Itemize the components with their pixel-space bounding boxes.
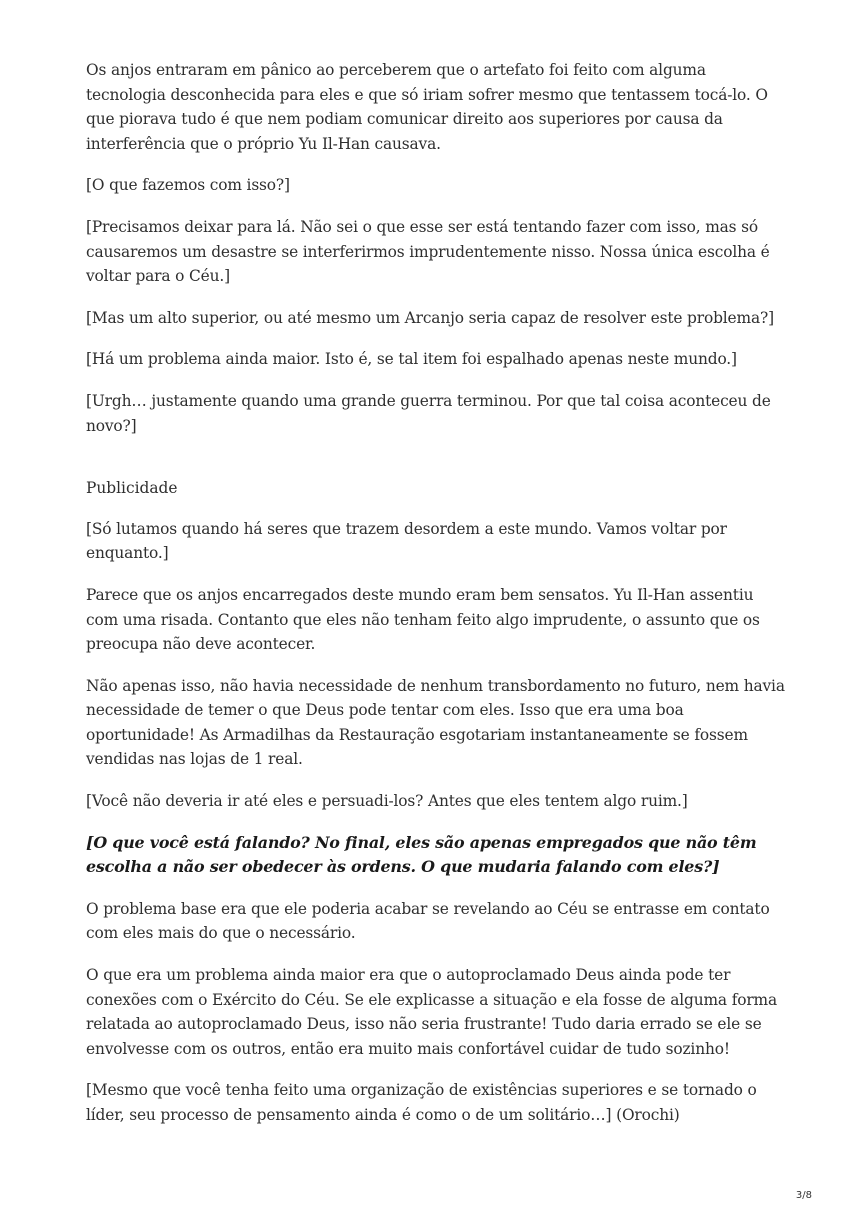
paragraph-angels-panic: Os anjos entraram em pânico ao perceberem que o artefato foi feito com alguma tecnologia desconhecida para eles e que só iriam sofrer mesmo que tentassem tocá-lo. O que piorava tudo é que nem podiam comunicar direito aos superiores por causa da interferência que o próprio Yu Il-Han causava. xyxy=(86,61,768,153)
document-page xyxy=(86,58,786,1145)
paragraph-bigger-problem: O que era um problema ainda maior era que o autoproclamado Deus ainda pode ter conexões com o Exército do Céu. Se ele explicasse a situação e ela fosse de alguma forma relatada ao autoproclamado Deus, isso não seria frustrante! Tudo daria errado se ele se envolvesse com os outros, então era muito mais confortável cuidar de tudo sozinho! xyxy=(86,966,778,1058)
paragraph-dialogue-urgh: [Urgh… justamente quando uma grande guerra terminou. Por que tal coisa aconteceu de novo?] xyxy=(86,391,771,435)
paragraph-dialogue-persuade: [Você não deveria ir até eles e persuadi-los? Antes que eles tentem algo ruim.] xyxy=(86,792,688,811)
paragraph-angels-sensible: Parece que os anjos encarregados deste mundo eram bem sensatos. Yu Il-Han assentiu com uma risada. Contanto que eles não tenham feito algo imprudente, o assunto que os preocupa não deve acontecer. xyxy=(86,585,760,654)
paragraph-base-problem: O problema base era que ele poderia acabar se revelando ao Céu se entrasse em contato com eles mais do que o necessário. xyxy=(86,899,770,943)
paragraph-dialogue-orochi: [Mesmo que você tenha feito uma organização de existências superiores e se tornado o líder, seu processo de pensamento ainda é como o de um solitário…] (Orochi) xyxy=(86,1081,757,1124)
paragraph-dialogue-bigger-problem: [Há um problema ainda maior. Isto é, se tal item foi espalhado apenas neste mundo.] xyxy=(86,350,737,369)
page-number: 3/8 xyxy=(795,1190,812,1201)
paragraph-dialogue-archangel: [Mas um alto superior, ou até mesmo um Arcanjo seria capaz de resolver este problema?] xyxy=(86,308,774,327)
paragraph-dialogue-only-fight: [Só lutamos quando há seres que trazem desordem a este mundo. Vamos voltar por enquanto.] xyxy=(86,519,727,563)
paragraph-emphasis-dialogue: [O que você está falando? No final, eles são apenas empregados que não têm escolha a não ser obedecer às ordens. O que mudaria falando com eles?] xyxy=(86,832,757,877)
paragraph-dialogue-leave-it: [Precisamos deixar para lá. Não sei o que esse ser está tentando fazer com isso, mas só causaremos um desastre se interferirmos imprudentemente nisso. Nossa única escolha é voltar para o Céu.] xyxy=(86,217,770,286)
advertisement-label: Publicidade xyxy=(86,479,178,498)
paragraph-dialogue-what-do: [O que fazemos com isso?] xyxy=(86,176,290,195)
paragraph-opportunity: Não apenas isso, não havia necessidade de nenhum transbordamento no futuro, nem havia necessidade de temer o que Deus pode tentar com eles. Isso que era uma boa oportunidade! As Armadilhas da Restauração esgotariam instantaneamente se fossem vendidas nas lojas de 1 real. xyxy=(86,676,785,769)
